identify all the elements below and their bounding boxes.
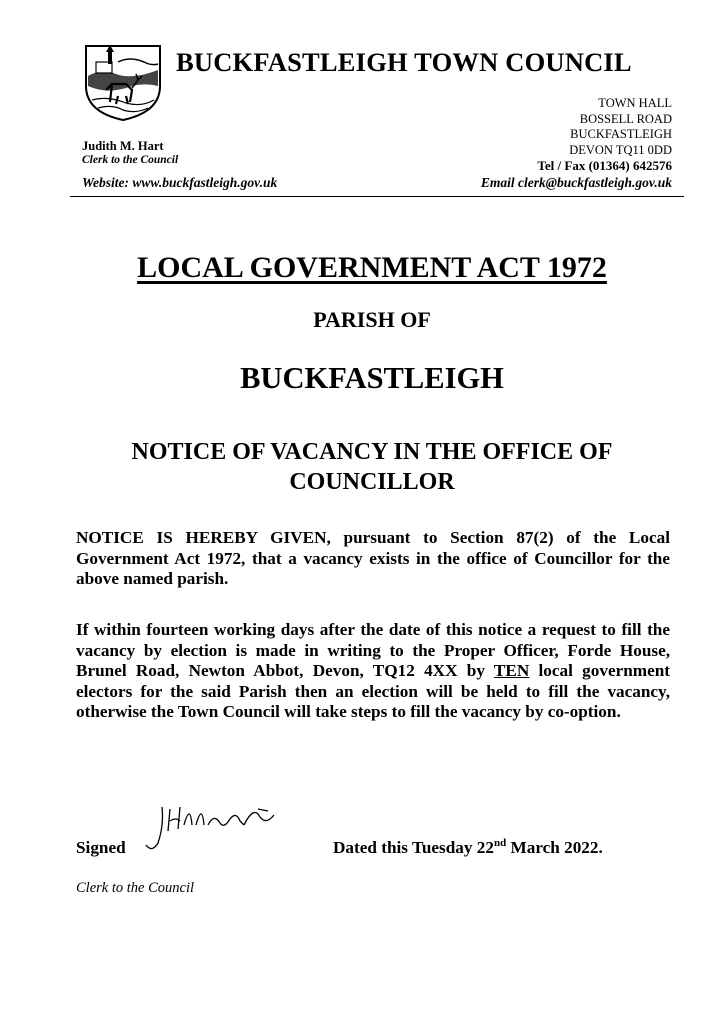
address-line: DEVON TQ11 0DD <box>569 142 672 157</box>
handwritten-signature <box>140 795 290 855</box>
address-line: BOSSELL ROAD <box>579 111 672 126</box>
request-paragraph <box>76 620 670 723</box>
signed-label: Signed <box>76 838 126 857</box>
address-line: TOWN HALL <box>598 96 672 110</box>
date-ordinal: nd <box>493 837 507 849</box>
header-divider <box>70 196 684 197</box>
paragraph-text: local government electors for the said Parish then an election will be held to fill the vacancy, otherwise the Town Council will take steps to fill the vacancy by co-option. <box>76 661 670 721</box>
electors-count: TEN <box>493 661 530 680</box>
date-text: March 2022. <box>506 838 603 857</box>
signatory-role: Clerk to the Council <box>76 880 194 896</box>
address-line: BUCKFASTLEIGH <box>570 127 672 141</box>
clerk-name: Judith M. Hart <box>82 139 164 153</box>
parish-name: BUCKFASTLEIGH <box>240 361 504 395</box>
clerk-role: Clerk to the Council <box>82 154 179 166</box>
notice-title: NOTICE OF VACANCY IN THE OFFICE OF COUNCILLOR <box>131 439 613 495</box>
council-name: BUCKFASTLEIGH TOWN COUNCIL <box>176 47 632 77</box>
phone-fax: Tel / Fax (01364) 642576 <box>537 158 672 173</box>
date-text: Dated this Tuesday 22 <box>333 838 494 857</box>
council-address <box>537 96 672 174</box>
date-statement <box>333 838 603 858</box>
website-link[interactable]: Website: www.buckfastleigh.gov.uk <box>82 175 278 190</box>
parish-of-heading: PARISH OF <box>313 307 431 332</box>
town-crest-icon <box>82 42 164 122</box>
act-title: LOCAL GOVERNMENT ACT 1972 <box>137 251 607 284</box>
notice-paragraph: NOTICE IS HEREBY GIVEN, pursuant to Section 87(2) of the Local Government Act 1972, that a vacancy exists in the office of Councillor for the above named parish. <box>76 528 670 588</box>
paragraph-text: If within fourteen working days after the date of this notice a request to fill the vacancy by election is made in writing to the Proper Officer, Forde House, Brunel Road, Newton Abbot, Devon, TQ12 4XX by <box>76 620 670 680</box>
email-link[interactable]: Email clerk@buckfastleigh.gov.uk <box>480 175 672 190</box>
clerk-block <box>82 139 178 167</box>
